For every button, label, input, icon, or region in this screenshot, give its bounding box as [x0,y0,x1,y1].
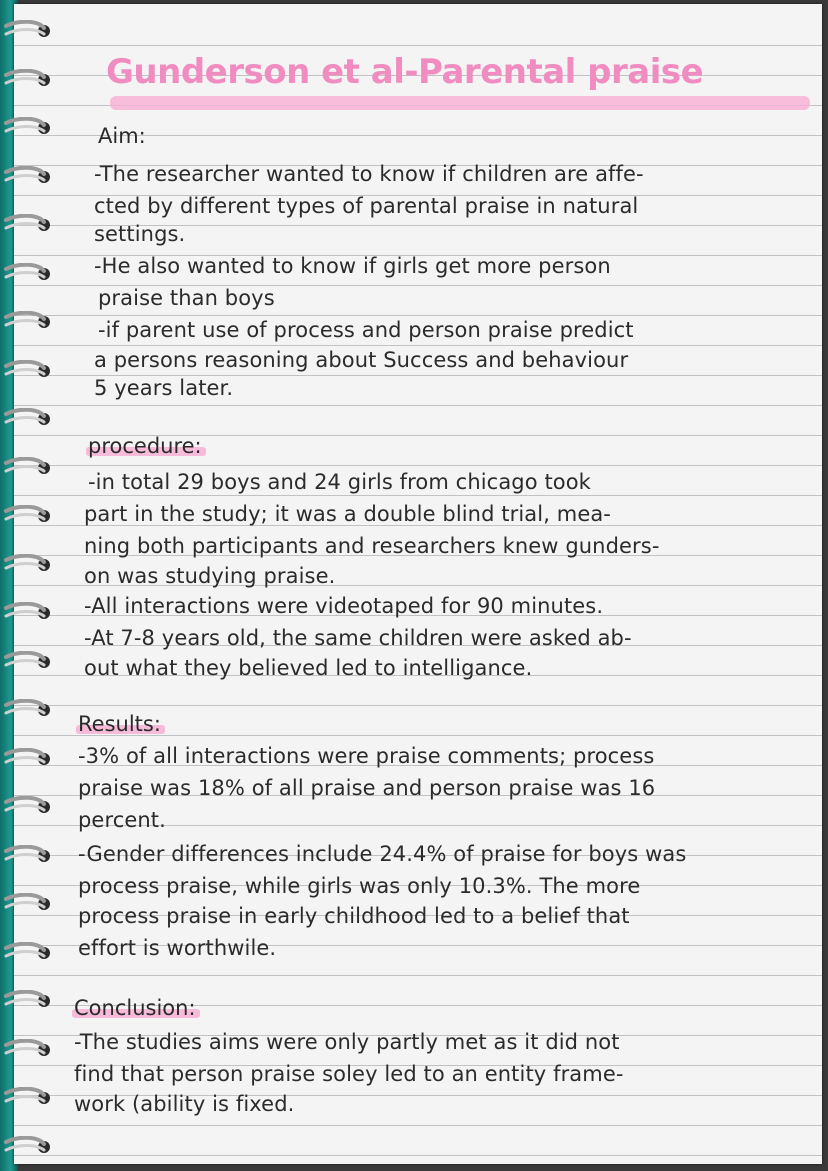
title-highlight [110,96,810,110]
aim-line-7: a persons reasoning about Success and behaviour [94,348,629,372]
spiral-ring-icon [4,1087,52,1109]
procedure-heading [88,434,202,458]
results-line-4: -Gender differences include 24.4% of praise for boys was [78,842,687,866]
procedure-line-1: -in total 29 boys and 24 girls from chicago took [88,470,591,494]
procedure-line-3: ning both participants and researchers knew gunders- [84,534,660,558]
results-line-3: percent. [78,808,166,832]
procedure-line-4: on was studying praise. [84,564,336,588]
procedure-line-7: out what they believed led to intelligance. [84,656,533,680]
aim-line-3: settings. [94,222,186,246]
spiral-ring-icon [4,20,52,42]
spiral-ring-icon [4,1039,52,1061]
spiral-ring-icon [4,942,52,964]
spiral-ring-icon [4,505,52,527]
procedure-heading-text: procedure: [88,434,202,458]
spiral-ring-icon [4,1136,52,1158]
spiral-ring-icon [4,554,52,576]
spiral-ring-icon [4,796,52,818]
spiral-ring-icon [4,457,52,479]
conclusion-line-3: work (ability is fixed. [74,1092,295,1116]
aim-line-8: 5 years later. [94,376,234,400]
notes-content [14,4,822,1164]
page-title: Gunderson et al-Parental praise [106,52,704,92]
spiral-ring-icon [4,748,52,770]
spiral-ring-icon [4,602,52,624]
results-line-5: process praise, while girls was only 10.3%. The more [78,874,641,898]
conclusion-line-1: -The studies aims were only partly met as it did not [74,1030,620,1054]
results-heading [78,712,161,736]
results-line-2: praise was 18% of all praise and person praise was 16 [78,776,656,800]
aim-line-6: -if parent use of process and person praise predict [98,318,634,342]
aim-line-1: -The researcher wanted to know if children are affe- [94,162,644,186]
spiral-ring-icon [4,699,52,721]
spiral-ring-icon [4,845,52,867]
procedure-line-5: -All interactions were videotaped for 90 minutes. [84,594,604,618]
aim-line-4: -He also wanted to know if girls get more person [94,254,611,278]
spiral-ring-icon [4,990,52,1012]
spiral-ring-icon [4,408,52,430]
conclusion-heading [74,996,196,1020]
aim-heading-text: Aim: [98,124,146,148]
aim-line-2: cted by different types of parental praise in natural [94,194,639,218]
procedure-line-2: part in the study; it was a double blind trial, mea- [84,502,611,526]
results-line-7: effort is worthwile. [78,936,277,960]
spiral-ring-icon [4,117,52,139]
conclusion-heading-text: Conclusion: [74,996,196,1020]
spiral-ring-icon [4,69,52,91]
results-line-1: -3% of all interactions were praise comments; process [78,744,655,768]
spiral-ring-icon [4,893,52,915]
aim-line-5: praise than boys [98,286,275,310]
spiral-ring-icon [4,311,52,333]
spiral-ring-icon [4,263,52,285]
aim-heading [98,124,146,148]
spiral-ring-icon [4,651,52,673]
spiral-ring-icon [4,360,52,382]
results-line-6: process praise in early childhood led to a belief that [78,904,630,928]
spiral-ring-icon [4,214,52,236]
procedure-line-6: -At 7-8 years old, the same children were asked ab- [84,626,632,650]
spiral-ring-icon [4,166,52,188]
lined-paper [14,4,822,1164]
conclusion-line-2: find that person praise soley led to an entity frame- [74,1062,624,1086]
results-heading-text: Results: [78,712,161,736]
